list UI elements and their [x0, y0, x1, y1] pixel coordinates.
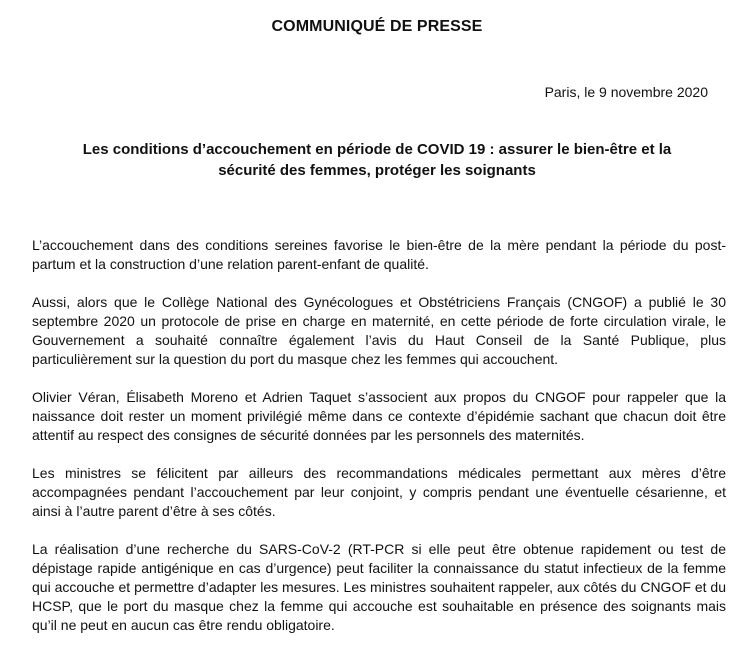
body-text: [32, 236, 726, 654]
headline-line-1: Les conditions d’accouchement en période de COVID 19 : assurer le bien-être et la: [82, 141, 672, 158]
paragraph-2: Aussi, alors que le Collège National des Gynécologues et Obstétriciens Français (CNGOF) a publié le 30 septembre 2020 un protocole de prise en charge en maternité, en cette période de forte circulation virale, le Gouvernement a souhaité connaître également l’avis du Haut Conseil de la Santé Publique, plus particulièrement sur la question du port du masque chez les femmes qui accouchent.: [32, 294, 726, 367]
paragraph-5: La réalisation d’une recherche du SARS-CoV-2 (RT-PCR si elle peut être obtenue rapidement ou test de dépistage rapide antigénique en cas d’urgence) peut faciliter la connaissance du statut infectieux de la femme qui accouche et permettre d’adapter les mesures. Les ministres souhaitent rappeler, aux côtés du CNGOF et du HCSP, que le port du masque chez la femme qui accouche est souhaitable en présence des soignants mais qu’il ne peut en aucun cas être rendu obligatoire.: [32, 541, 726, 633]
document-type-heading: COMMUNIQUÉ DE PRESSE: [271, 18, 483, 35]
dateline: Paris, le 9 novembre 2020: [544, 84, 708, 100]
headline-line-2: sécurité des femmes, protéger les soignants: [218, 162, 536, 179]
paragraph-1: L’accouchement dans des conditions sereines favorise le bien-être de la mère pendant la période du post-partum et la construction d’une relation parent-enfant de qualité.: [32, 237, 726, 272]
paragraph-3: Olivier Véran, Élisabeth Moreno et Adrien Taquet s’associent aux propos du CNGOF pour rappeler que la naissance doit rester un moment privilégié même dans ce contexte d’épidémie sachant que chacun doit être attentif au respect des consignes de sécurité données par les personnels des maternités.: [32, 389, 726, 443]
paragraph-4: Les ministres se félicitent par ailleurs des recommandations médicales permettant aux mères d’être accompagnées pendant l’accouchement par leur conjoint, y compris pendant une éventuelle césarienne, et ainsi à l’autre parent d’être à ses côtés.: [32, 465, 726, 519]
headline: [40, 139, 714, 181]
